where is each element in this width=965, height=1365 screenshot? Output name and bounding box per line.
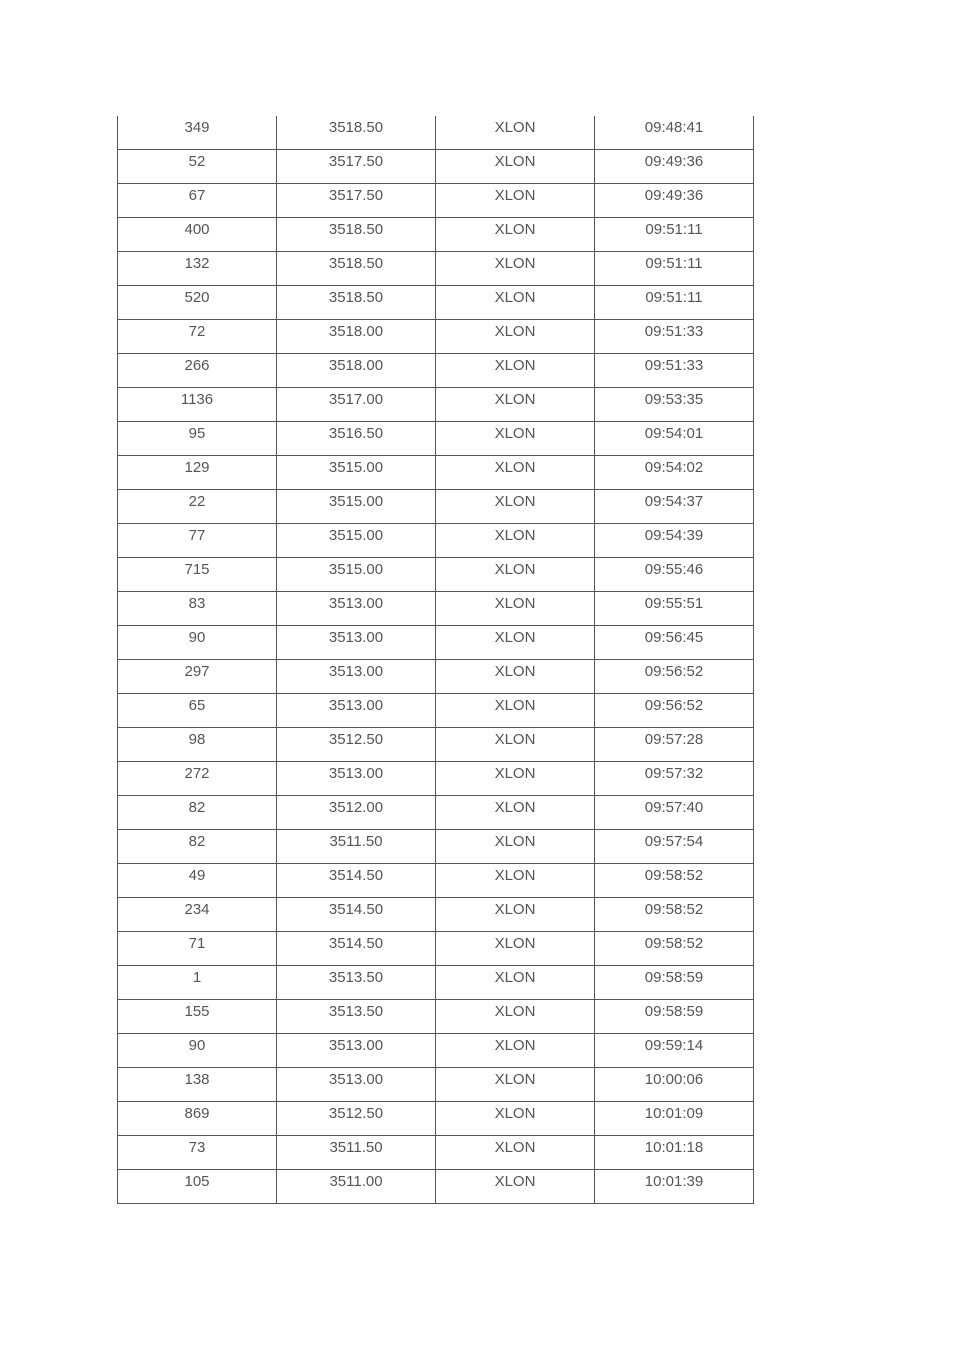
venue-cell: XLON [436,864,595,898]
table-row [118,1102,754,1136]
price-cell: 3513.00 [277,762,436,796]
time-cell: 09:58:52 [595,864,754,898]
time-cell: 09:51:33 [595,320,754,354]
table-row [118,286,754,320]
table-row [118,218,754,252]
volume-cell: 297 [118,660,277,694]
price-cell: 3518.00 [277,320,436,354]
venue-cell: XLON [436,660,595,694]
venue-cell: XLON [436,558,595,592]
table-row [118,388,754,422]
venue-cell: XLON [436,388,595,422]
table-row [118,762,754,796]
table-row [118,728,754,762]
venue-cell: XLON [436,898,595,932]
volume-cell: 22 [118,490,277,524]
time-cell: 09:54:01 [595,422,754,456]
volume-cell: 155 [118,1000,277,1034]
volume-cell: 272 [118,762,277,796]
time-cell: 09:57:28 [595,728,754,762]
time-cell: 09:56:52 [595,694,754,728]
table-row [118,1170,754,1204]
volume-cell: 869 [118,1102,277,1136]
venue-cell: XLON [436,592,595,626]
time-cell: 10:00:06 [595,1068,754,1102]
venue-cell: XLON [436,1170,595,1204]
venue-cell: XLON [436,762,595,796]
price-cell: 3515.00 [277,558,436,592]
venue-cell: XLON [436,252,595,286]
table-row [118,320,754,354]
time-cell: 09:58:52 [595,898,754,932]
price-cell: 3514.50 [277,864,436,898]
volume-cell: 82 [118,830,277,864]
time-cell: 09:58:52 [595,932,754,966]
time-cell: 09:54:39 [595,524,754,558]
time-cell: 09:59:14 [595,1034,754,1068]
venue-cell: XLON [436,218,595,252]
price-cell: 3517.00 [277,388,436,422]
table-row [118,864,754,898]
table-row [118,830,754,864]
price-cell: 3518.50 [277,286,436,320]
venue-cell: XLON [436,354,595,388]
time-cell: 09:54:37 [595,490,754,524]
venue-cell: XLON [436,116,595,150]
venue-cell: XLON [436,456,595,490]
venue-cell: XLON [436,150,595,184]
volume-cell: 234 [118,898,277,932]
table-row [118,524,754,558]
price-cell: 3515.00 [277,490,436,524]
volume-cell: 98 [118,728,277,762]
volume-cell: 1 [118,966,277,1000]
table-row [118,1136,754,1170]
trades-table-body [118,116,754,1204]
volume-cell: 83 [118,592,277,626]
price-cell: 3515.00 [277,456,436,490]
volume-cell: 67 [118,184,277,218]
volume-cell: 520 [118,286,277,320]
time-cell: 09:49:36 [595,150,754,184]
price-cell: 3518.50 [277,218,436,252]
table-row [118,694,754,728]
table-row [118,116,754,150]
venue-cell: XLON [436,286,595,320]
volume-cell: 90 [118,626,277,660]
time-cell: 09:53:35 [595,388,754,422]
time-cell: 09:57:32 [595,762,754,796]
venue-cell: XLON [436,1102,595,1136]
venue-cell: XLON [436,320,595,354]
volume-cell: 49 [118,864,277,898]
table-row [118,966,754,1000]
volume-cell: 72 [118,320,277,354]
volume-cell: 90 [118,1034,277,1068]
time-cell: 09:56:45 [595,626,754,660]
time-cell: 09:48:41 [595,116,754,150]
venue-cell: XLON [436,1068,595,1102]
time-cell: 10:01:18 [595,1136,754,1170]
price-cell: 3517.50 [277,184,436,218]
price-cell: 3513.00 [277,660,436,694]
venue-cell: XLON [436,524,595,558]
volume-cell: 105 [118,1170,277,1204]
table-row [118,592,754,626]
volume-cell: 132 [118,252,277,286]
table-row [118,796,754,830]
venue-cell: XLON [436,1136,595,1170]
table-row [118,932,754,966]
venue-cell: XLON [436,796,595,830]
price-cell: 3518.50 [277,252,436,286]
price-cell: 3518.00 [277,354,436,388]
venue-cell: XLON [436,694,595,728]
price-cell: 3513.50 [277,1000,436,1034]
table-row [118,490,754,524]
price-cell: 3516.50 [277,422,436,456]
table-row [118,456,754,490]
volume-cell: 138 [118,1068,277,1102]
table-row [118,252,754,286]
venue-cell: XLON [436,830,595,864]
table-row [118,898,754,932]
venue-cell: XLON [436,626,595,660]
volume-cell: 129 [118,456,277,490]
time-cell: 09:51:33 [595,354,754,388]
table-row [118,150,754,184]
price-cell: 3512.50 [277,728,436,762]
venue-cell: XLON [436,422,595,456]
volume-cell: 77 [118,524,277,558]
venue-cell: XLON [436,728,595,762]
table-row [118,422,754,456]
price-cell: 3511.50 [277,1136,436,1170]
price-cell: 3514.50 [277,898,436,932]
volume-cell: 71 [118,932,277,966]
table-row [118,1000,754,1034]
price-cell: 3513.00 [277,1034,436,1068]
price-cell: 3511.00 [277,1170,436,1204]
volume-cell: 73 [118,1136,277,1170]
time-cell: 09:56:52 [595,660,754,694]
price-cell: 3513.50 [277,966,436,1000]
volume-cell: 349 [118,116,277,150]
time-cell: 09:57:40 [595,796,754,830]
volume-cell: 266 [118,354,277,388]
volume-cell: 82 [118,796,277,830]
venue-cell: XLON [436,932,595,966]
table-row [118,558,754,592]
time-cell: 09:49:36 [595,184,754,218]
price-cell: 3513.00 [277,1068,436,1102]
volume-cell: 95 [118,422,277,456]
venue-cell: XLON [436,1034,595,1068]
volume-cell: 400 [118,218,277,252]
price-cell: 3518.50 [277,116,436,150]
time-cell: 09:58:59 [595,966,754,1000]
time-cell: 09:55:51 [595,592,754,626]
time-cell: 09:57:54 [595,830,754,864]
table-row [118,184,754,218]
price-cell: 3515.00 [277,524,436,558]
table-row [118,354,754,388]
time-cell: 09:58:59 [595,1000,754,1034]
table-row [118,1068,754,1102]
price-cell: 3513.00 [277,592,436,626]
price-cell: 3511.50 [277,830,436,864]
time-cell: 09:51:11 [595,252,754,286]
venue-cell: XLON [436,490,595,524]
price-cell: 3513.00 [277,626,436,660]
volume-cell: 1136 [118,388,277,422]
price-cell: 3514.50 [277,932,436,966]
trades-table [117,116,754,1204]
volume-cell: 65 [118,694,277,728]
volume-cell: 715 [118,558,277,592]
price-cell: 3512.50 [277,1102,436,1136]
price-cell: 3512.00 [277,796,436,830]
time-cell: 09:51:11 [595,286,754,320]
time-cell: 09:54:02 [595,456,754,490]
table-row [118,660,754,694]
price-cell: 3513.00 [277,694,436,728]
time-cell: 09:55:46 [595,558,754,592]
time-cell: 09:51:11 [595,218,754,252]
table-row [118,626,754,660]
venue-cell: XLON [436,1000,595,1034]
price-cell: 3517.50 [277,150,436,184]
table-row [118,1034,754,1068]
venue-cell: XLON [436,966,595,1000]
time-cell: 10:01:09 [595,1102,754,1136]
venue-cell: XLON [436,184,595,218]
volume-cell: 52 [118,150,277,184]
time-cell: 10:01:39 [595,1170,754,1204]
